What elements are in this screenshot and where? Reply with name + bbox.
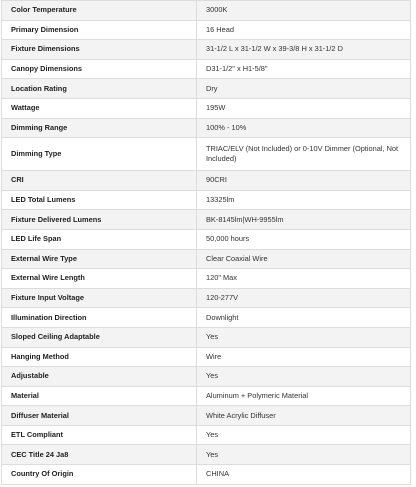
spec-label: External Wire Type xyxy=(2,249,197,269)
table-row xyxy=(2,229,411,249)
table-row xyxy=(2,171,411,191)
spec-label: Location Rating xyxy=(2,79,197,99)
spec-label: Hanging Method xyxy=(2,347,197,367)
spec-value: 120" Max xyxy=(197,269,411,289)
table-row xyxy=(2,1,411,21)
table-row xyxy=(2,347,411,367)
spec-value: 195W xyxy=(197,98,411,118)
spec-label: Sloped Ceiling Adaptable xyxy=(2,327,197,347)
spec-value: CHINA xyxy=(197,465,411,485)
spec-label: Primary Dimension xyxy=(2,20,197,40)
spec-label: Material xyxy=(2,386,197,406)
spec-label: Dimming Range xyxy=(2,118,197,138)
spec-label: Wattage xyxy=(2,98,197,118)
table-row xyxy=(2,406,411,426)
spec-value: TRIAC/ELV (Not Included) or 0-10V Dimmer (Optional, Not Included) xyxy=(197,138,411,171)
table-row xyxy=(2,118,411,138)
spec-value: Yes xyxy=(197,367,411,387)
spec-value: 13325lm xyxy=(197,190,411,210)
spec-value: Yes xyxy=(197,425,411,445)
table-row xyxy=(2,386,411,406)
spec-label: Diffuser Material xyxy=(2,406,197,426)
spec-label: External Wire Length xyxy=(2,269,197,289)
table-row xyxy=(2,269,411,289)
spec-value: 31-1/2 L x 31-1/2 W x 39-3/8 H x 31-1/2 D xyxy=(197,40,411,60)
table-row xyxy=(2,465,411,485)
table-row xyxy=(2,59,411,79)
table-row xyxy=(2,79,411,99)
table-row xyxy=(2,249,411,269)
spec-label: Fixture Delivered Lumens xyxy=(2,210,197,230)
table-row xyxy=(2,138,411,171)
spec-value: Yes xyxy=(197,445,411,465)
spec-value: 120-277V xyxy=(197,288,411,308)
spec-label: Illumination Direction xyxy=(2,308,197,328)
spec-label: CRI xyxy=(2,171,197,191)
table-row xyxy=(2,308,411,328)
spec-value: Aluminum + Polymeric Material xyxy=(197,386,411,406)
spec-value: 90CRI xyxy=(197,171,411,191)
spec-value: Wire xyxy=(197,347,411,367)
table-row xyxy=(2,190,411,210)
spec-label: Fixture Dimensions xyxy=(2,40,197,60)
spec-value: Clear Coaxial Wire xyxy=(197,249,411,269)
spec-value: 3000K xyxy=(197,1,411,21)
spec-label: Fixture Input Voltage xyxy=(2,288,197,308)
spec-label: ETL Compliant xyxy=(2,425,197,445)
table-row xyxy=(2,98,411,118)
table-row xyxy=(2,327,411,347)
table-row xyxy=(2,288,411,308)
spec-label: LED Life Span xyxy=(2,229,197,249)
spec-value: 50,000 hours xyxy=(197,229,411,249)
spec-label: LED Total Lumens xyxy=(2,190,197,210)
table-row xyxy=(2,210,411,230)
table-row xyxy=(2,367,411,387)
spec-label: CEC Title 24 Ja8 xyxy=(2,445,197,465)
spec-label: Adjustable xyxy=(2,367,197,387)
spec-label: Dimming Type xyxy=(2,138,197,171)
spec-label: Country Of Origin xyxy=(2,465,197,485)
table-row xyxy=(2,40,411,60)
spec-value: Downlight xyxy=(197,308,411,328)
spec-label: Color Temperature xyxy=(2,1,197,21)
specifications-table xyxy=(1,0,411,485)
spec-value: White Acrylic Diffuser xyxy=(197,406,411,426)
table-row xyxy=(2,20,411,40)
spec-value: 100% - 10% xyxy=(197,118,411,138)
table-row xyxy=(2,425,411,445)
table-row xyxy=(2,445,411,465)
spec-value: D31-1/2" x H1-5/8" xyxy=(197,59,411,79)
spec-value: BK-8145lm|WH-9955lm xyxy=(197,210,411,230)
spec-value: Dry xyxy=(197,79,411,99)
spec-value: Yes xyxy=(197,327,411,347)
spec-label: Canopy Dimensions xyxy=(2,59,197,79)
spec-value: 16 Head xyxy=(197,20,411,40)
